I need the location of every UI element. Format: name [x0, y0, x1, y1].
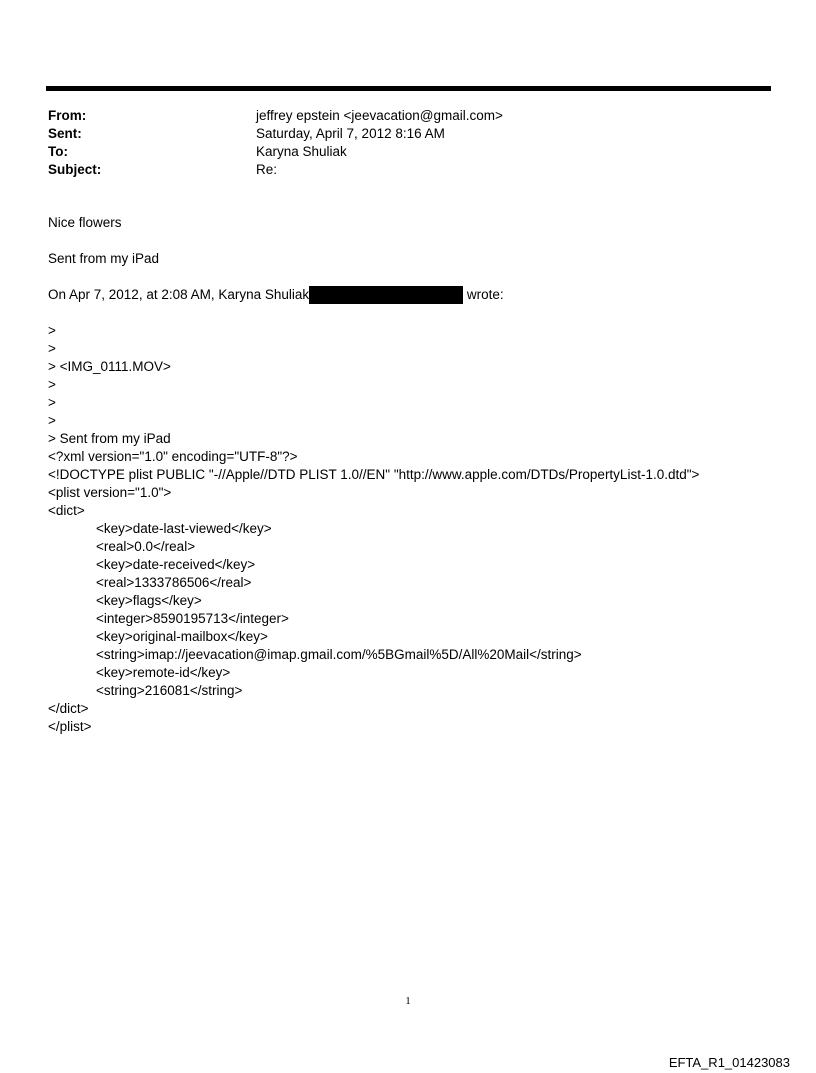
email-body [48, 214, 788, 736]
quoted-line: > [48, 377, 56, 392]
dict-entry-line: <string>imap://jeevacation@imap.gmail.com/%5BGmail%5D/All%20Mail</string> [96, 647, 582, 662]
signature: Sent from my iPad [48, 251, 160, 266]
dict-entry-line: <key>date-received</key> [96, 557, 256, 572]
plist-dict-entries [48, 520, 788, 700]
quoted-line: > [48, 395, 56, 410]
to-row [48, 143, 748, 161]
xml-line: <dict> [48, 503, 85, 518]
subject-row [48, 161, 748, 179]
header-divider [46, 86, 771, 91]
quoted-block [48, 322, 788, 448]
sent-label: Sent: [48, 126, 82, 141]
sent-value: Saturday, April 7, 2012 8:16 AM [256, 126, 445, 141]
dict-entry-line: <integer>8590195713</integer> [96, 611, 289, 626]
plist-closing [48, 700, 788, 736]
xml-line: <!DOCTYPE plist PUBLIC "-//Apple//DTD PLIST 1.0//EN" "http://www.apple.com/DTDs/PropertyList-1.0.dtd"> [48, 467, 700, 482]
quoted-line: > Sent from my iPad [48, 431, 171, 446]
dict-entry-line: <key>date-last-viewed</key> [96, 521, 272, 536]
dict-entry-line: <string>216081</string> [96, 683, 243, 698]
dict-entry-line: <real>0.0</real> [96, 539, 196, 554]
message-text: Nice flowers [48, 215, 122, 230]
page-number: 1 [405, 995, 411, 1007]
quoted-line: > [48, 341, 56, 356]
to-value: Karyna Shuliak [256, 144, 347, 159]
dict-entry-line: <real>1333786506</real> [96, 575, 252, 590]
sent-row [48, 125, 748, 143]
document-id: EFTA_R1_01423083 [668, 1055, 790, 1070]
from-row [48, 107, 748, 125]
quoted-line: > [48, 323, 56, 338]
dict-entry-line: <key>remote-id</key> [96, 665, 231, 680]
quoted-line: > [48, 413, 56, 428]
subject-label: Subject: [48, 162, 102, 177]
quoted-line: > <IMG_0111.MOV> [48, 359, 171, 374]
subject-value: Re: [256, 162, 278, 177]
redaction-box [309, 286, 463, 304]
quote-intro-prefix: On Apr 7, 2012, at 2:08 AM, Karyna Shuliak [48, 287, 310, 302]
dict-entry-line: <key>original-mailbox</key> [96, 629, 268, 644]
closing-tag-line: </plist> [48, 719, 92, 734]
from-label: From: [48, 108, 87, 123]
quote-intro-suffix: wrote: [463, 287, 504, 302]
quote-intro [48, 286, 788, 304]
from-value: jeffrey epstein <jeevacation@gmail.com> [256, 108, 503, 123]
email-header [48, 107, 748, 179]
to-label: To: [48, 144, 68, 159]
plist-block [48, 448, 788, 520]
dict-entry-line: <key>flags</key> [96, 593, 202, 608]
xml-line: <plist version="1.0"> [48, 485, 172, 500]
xml-line: <?xml version="1.0" encoding="UTF-8"?> [48, 449, 298, 464]
closing-tag-line: </dict> [48, 701, 89, 716]
